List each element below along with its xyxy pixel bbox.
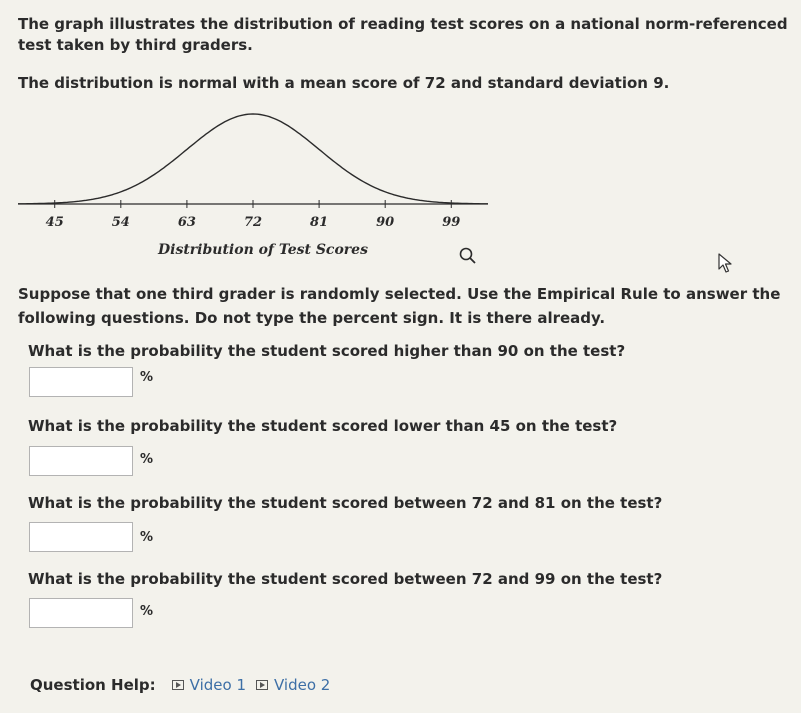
answer-2-input[interactable] <box>29 446 133 476</box>
x-tick-label: 45 <box>45 215 64 230</box>
normal-curve <box>18 114 488 204</box>
video-play-icon <box>172 680 184 690</box>
answer-4-percent: % <box>140 604 154 619</box>
instructions-text: Suppose that one third grader is randomly selected. Use the Empirical Rule to answer the following questions. Do not type the percent sign. It is there already. <box>18 285 781 327</box>
video-play-icon <box>256 680 268 690</box>
normal-curve-chart <box>18 106 488 236</box>
question-help <box>30 676 330 694</box>
question-help-label: Question Help: <box>30 676 156 694</box>
x-tick-label: 99 <box>442 215 461 230</box>
answer-2-percent: % <box>140 452 154 467</box>
question-1-text: What is the probability the student scored higher than 90 on the test? <box>28 342 626 360</box>
x-tick-label: 54 <box>111 215 130 230</box>
answer-4-input[interactable] <box>29 598 133 628</box>
question-2-text: What is the probability the student scored lower than 45 on the test? <box>28 417 618 435</box>
intro-distribution-text: The distribution is normal with a mean score of 72 and standard deviation 9. <box>18 74 670 92</box>
question-3-text: What is the probability the student scored between 72 and 81 on the test? <box>28 494 663 512</box>
answer-3-input[interactable] <box>29 522 133 552</box>
x-tick-label: 81 <box>310 215 329 230</box>
intro-text: The graph illustrates the distribution of reading test scores on a national norm-referenced test taken by third graders. <box>18 15 788 54</box>
answer-1-input[interactable] <box>29 367 133 397</box>
question-4-text: What is the probability the student scored between 72 and 99 on the test? <box>28 570 663 588</box>
video-1-label: Video 1 <box>189 676 246 694</box>
magnifier-icon[interactable] <box>458 246 478 266</box>
x-tick-label: 90 <box>376 215 395 230</box>
answer-3-percent: % <box>140 530 154 545</box>
video-2-link[interactable] <box>256 676 330 694</box>
mouse-cursor-icon <box>716 252 734 274</box>
video-2-label: Video 2 <box>274 676 331 694</box>
x-tick-label: 72 <box>243 215 263 230</box>
video-1-link[interactable] <box>172 676 246 694</box>
chart-title: Distribution of Test Scores <box>158 242 368 258</box>
answer-1-percent: % <box>140 370 154 385</box>
x-tick-label: 63 <box>177 215 196 230</box>
